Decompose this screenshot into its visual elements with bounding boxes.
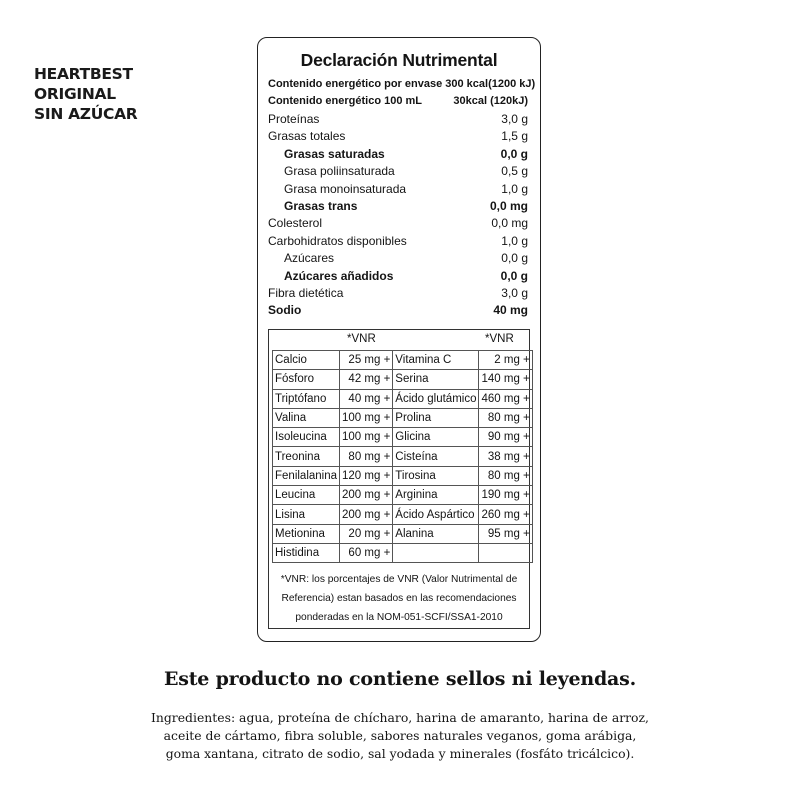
- nutrient-row: [284, 199, 528, 213]
- vnr-row: [273, 466, 533, 485]
- brand-line-2: ORIGINAL: [34, 85, 116, 103]
- no-warnings-notice: Este producto no contiene sellos ni leyendas.: [163, 668, 637, 690]
- nutrient-row: [284, 269, 528, 283]
- vnr-nutrient-name: Serina: [393, 370, 479, 389]
- vnr-nutrient-value: 190 mg +: [479, 486, 532, 505]
- energy-per-pack: Contenido energético por envase 300 kcal(1200 kJ): [268, 78, 536, 90]
- vnr-nutrient-name: Leucina: [273, 486, 340, 505]
- vnr-row: [273, 505, 533, 524]
- brand-line-3: SIN AZÚCAR: [34, 105, 138, 123]
- vnr-nutrient-value: 140 mg +: [479, 370, 532, 389]
- nutrient-name: Azúcares: [284, 251, 335, 266]
- nutrient-value: 1,0 g: [501, 181, 528, 196]
- nutrient-row: [284, 164, 528, 178]
- vnr-row: [273, 543, 533, 562]
- nutrient-name: Grasas trans: [284, 199, 358, 213]
- nutrient-name: Grasa poliinsaturada: [284, 164, 395, 179]
- vnr-nutrient-value: [479, 543, 532, 562]
- vnr-nutrient-value: 38 mg +: [479, 447, 532, 466]
- vnr-nutrient-name: Tirosina: [393, 466, 479, 485]
- vnr-nutrient-name: Metionina: [273, 524, 340, 543]
- vnr-row: [273, 428, 533, 447]
- nutrient-name: Sodio: [268, 303, 302, 318]
- vnr-nutrient-value: 25 mg +: [340, 351, 393, 370]
- vnr-nutrient-name: Glicina: [393, 428, 479, 447]
- nutrient-row: [268, 112, 528, 126]
- vnr-nutrient-value: 40 mg +: [340, 389, 393, 408]
- vnr-nutrient-name: Alanina: [393, 524, 479, 543]
- vnr-nutrient-value: 2 mg +: [479, 351, 532, 370]
- nutrient-value: 3,0 g: [501, 286, 528, 300]
- label-title: Declaración Nutrimental: [300, 50, 498, 70]
- vnr-nutrient-value: 42 mg +: [340, 370, 393, 389]
- vnr-grid: [272, 350, 533, 563]
- nutrient-value: 0,0 mg: [491, 216, 528, 231]
- vnr-nutrient-value: 200 mg +: [340, 486, 393, 505]
- nutrient-name: Grasas totales: [268, 129, 346, 144]
- vnr-nutrient-name: Calcio: [273, 351, 340, 370]
- vnr-footnote: [269, 570, 529, 627]
- nutrient-row: [284, 251, 528, 265]
- nutrient-name: Azúcares añadidos: [284, 268, 394, 283]
- vnr-nutrient-name: Prolina: [393, 408, 479, 427]
- vnr-row: [273, 351, 533, 370]
- nutrient-row: [268, 216, 528, 230]
- vnr-footnote-line: ponderadas en la NOM-051-SCFI/SSA1-2010: [295, 612, 503, 623]
- vnr-row: [273, 370, 533, 389]
- nutrient-row: [284, 147, 528, 161]
- nutrient-value: 0,0 g: [500, 146, 528, 161]
- brand-line-1: HEARTBEST: [34, 65, 133, 83]
- energy-per-100ml-value: 30kcal (120kJ): [453, 95, 528, 107]
- nutrient-row: [284, 182, 528, 196]
- nutrient-value: 0,5 g: [501, 164, 528, 179]
- nutrient-name: Grasa monoinsaturada: [284, 181, 407, 196]
- vnr-nutrient-value: 80 mg +: [340, 447, 393, 466]
- vnr-nutrient-value: 20 mg +: [340, 524, 393, 543]
- vnr-row: [273, 408, 533, 427]
- vnr-nutrient-value: 260 mg +: [479, 505, 532, 524]
- vnr-nutrient-name: Valina: [273, 408, 340, 427]
- vnr-nutrient-value: 200 mg +: [340, 505, 393, 524]
- vnr-nutrient-value: 460 mg +: [479, 389, 532, 408]
- nutrient-value: 0,0 mg: [489, 199, 528, 213]
- vnr-footnote-line: *VNR: los porcentajes de VNR (Valor Nutrimental de: [280, 574, 518, 585]
- vnr-nutrient-name: Lisina: [273, 505, 340, 524]
- nutrient-name: Carbohidratos disponibles: [268, 233, 407, 248]
- nutrient-name: Fibra dietética: [268, 286, 344, 300]
- nutrient-value: 1,0 g: [501, 233, 528, 248]
- nutrient-value: 0,0 g: [500, 268, 528, 283]
- ingredients-line: goma xantana, citrato de sodio, sal yodada y minerales (fosfáto tricálcico).: [165, 746, 635, 761]
- vnr-nutrient-name: Arginina: [393, 486, 479, 505]
- vnr-nutrient-name: Isoleucina: [273, 428, 340, 447]
- vnr-nutrient-name: Histidina: [273, 543, 340, 562]
- vnr-row: [273, 524, 533, 543]
- vnr-header-left: *VNR: [347, 333, 376, 345]
- vnr-nutrient-value: 80 mg +: [479, 408, 532, 427]
- vnr-nutrient-value: 60 mg +: [340, 543, 393, 562]
- vnr-nutrient-value: 90 mg +: [479, 428, 532, 447]
- nutrient-value: 40 mg: [493, 303, 528, 318]
- vnr-nutrient-name: Fenilalanina: [273, 466, 340, 485]
- nutrient-value: 0,0 g: [501, 251, 528, 266]
- energy-per-100ml-label: Contenido energético 100 mL: [268, 95, 423, 107]
- brand-title: [34, 64, 137, 124]
- vnr-nutrient-name: Fósforo: [273, 370, 340, 389]
- vnr-nutrient-name: Ácido Aspártico: [393, 505, 479, 524]
- nutrient-row: [268, 234, 528, 248]
- vnr-nutrient-value: 95 mg +: [479, 524, 532, 543]
- vnr-nutrient-value: 80 mg +: [479, 466, 532, 485]
- vnr-nutrient-name: Vitamina C: [393, 351, 479, 370]
- nutrient-name: Colesterol: [268, 216, 323, 231]
- vnr-nutrient-name: Triptófano: [273, 389, 340, 408]
- vnr-nutrient-name: Ácido glutámico: [393, 389, 479, 408]
- vnr-table: [268, 329, 530, 629]
- vnr-nutrient-value: 100 mg +: [340, 428, 393, 447]
- ingredients-text: [0, 709, 800, 763]
- vnr-header-right: *VNR: [485, 333, 514, 345]
- nutrient-name: Proteínas: [268, 112, 320, 126]
- nutrient-row: [268, 303, 528, 317]
- nutrient-value: 1,5 g: [501, 129, 528, 144]
- vnr-nutrient-value: 100 mg +: [340, 408, 393, 427]
- vnr-nutrient-name: Treonina: [273, 447, 340, 466]
- nutrient-name: Grasas saturadas: [284, 146, 385, 161]
- vnr-nutrient-name: [393, 543, 479, 562]
- nutrient-row: [268, 129, 528, 143]
- vnr-row: [273, 447, 533, 466]
- nutrition-label: [257, 37, 541, 642]
- vnr-row: [273, 389, 533, 408]
- nutrient-row: [268, 286, 528, 300]
- vnr-row: [273, 486, 533, 505]
- ingredients-line: Ingredientes: agua, proteína de chícharo, harina de amaranto, harina de arroz,: [151, 710, 649, 725]
- vnr-nutrient-name: Cisteína: [393, 447, 479, 466]
- vnr-nutrient-value: 120 mg +: [340, 466, 393, 485]
- vnr-footnote-line: Referencia) estan basados en las recomendaciones: [281, 593, 517, 604]
- ingredients-line: aceite de cártamo, fibra soluble, sabores naturales veganos, goma arábiga,: [163, 728, 637, 743]
- nutrient-value: 3,0 g: [501, 112, 528, 126]
- energy-per-100ml: [268, 95, 528, 107]
